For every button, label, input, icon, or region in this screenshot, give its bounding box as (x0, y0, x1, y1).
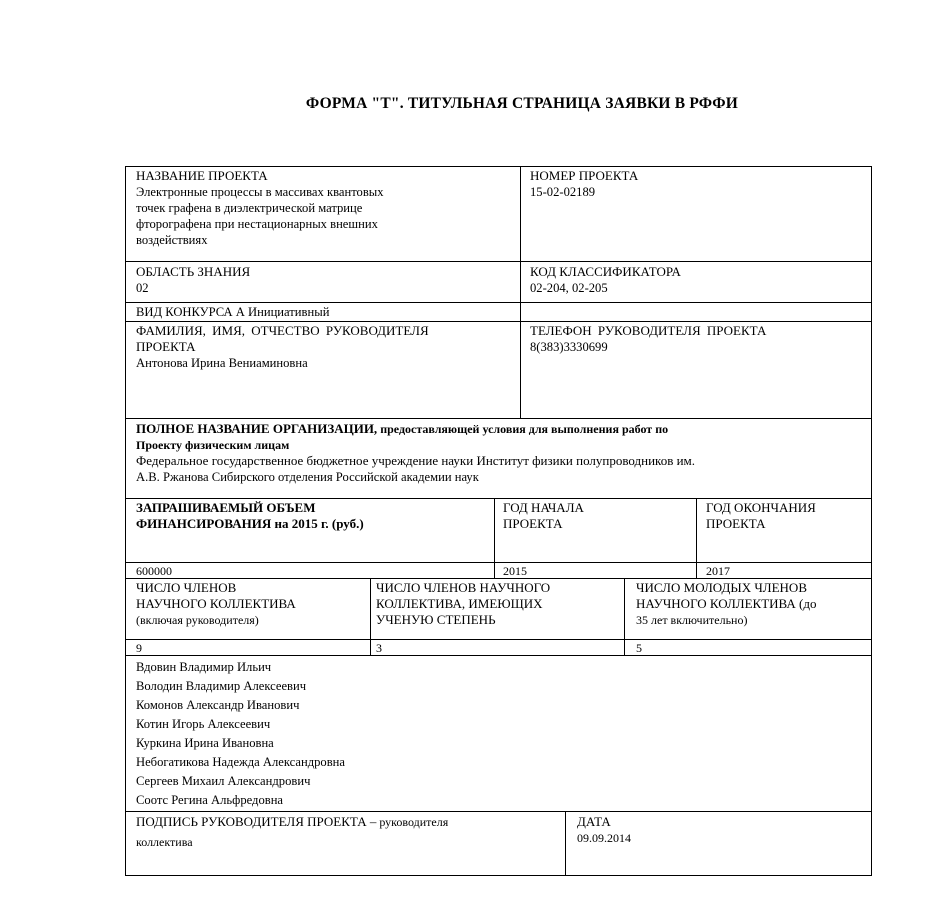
end-year-label: ПРОЕКТА (706, 516, 766, 531)
organization-value: Федеральное государственное бюджетное учреждение науки Институт физики полупроводников им. (136, 453, 696, 468)
row-divider (126, 562, 871, 563)
project-name-line: воздействиях (136, 233, 208, 247)
row-divider (126, 639, 871, 640)
end-year-value: 2017 (706, 564, 730, 578)
members-count-label: НАУЧНОГО КОЛЛЕКТИВА (136, 596, 296, 611)
end-year-label: ГОД ОКОНЧАНИЯ (706, 500, 816, 515)
member-name: Соотс Регина Альфредовна (136, 793, 284, 807)
column-divider (520, 167, 521, 321)
organization-label-bold: ПОЛНОЕ НАЗВАНИЕ ОРГАНИЗАЦИИ, (136, 421, 378, 436)
start-year-label: ПРОЕКТА (503, 516, 563, 531)
organization-value: А.В. Ржанова Сибирского отделения Российской академии наук (136, 470, 479, 484)
young-members-value: 5 (636, 641, 642, 655)
funding-label: ФИНАНСИРОВАНИЯ на 2015 г. (руб.) (136, 516, 364, 531)
signature-label: коллектива (136, 835, 193, 849)
project-name-line: фторографена при нестационарных внешних (136, 217, 378, 231)
row-divider (126, 302, 871, 303)
leader-label: ФАМИЛИЯ, ИМЯ, ОТЧЕСТВО РУКОВОДИТЕЛЯ (136, 323, 429, 338)
start-year-value: 2015 (503, 564, 527, 578)
title-page-table (125, 166, 872, 876)
leader-value: Антонова Ирина Вениаминовна (136, 356, 308, 370)
date-label: ДАТА (577, 814, 611, 829)
row-divider (126, 418, 871, 419)
row-divider (126, 655, 871, 656)
column-divider (696, 498, 697, 578)
project-name-line: точек графена в диэлектрической матрице (136, 201, 363, 215)
organization-label: Проекту физическим лицам (136, 438, 290, 452)
classifier-code-label: КОД КЛАССИФИКАТОРА (530, 264, 681, 279)
funding-label: ЗАПРАШИВАЕМЫЙ ОБЪЕМ (136, 500, 316, 515)
field-of-knowledge-label: ОБЛАСТЬ ЗНАНИЯ (136, 264, 251, 279)
column-divider (520, 321, 521, 418)
member-name: Вдовин Владимир Ильич (136, 660, 272, 674)
row-divider (126, 261, 871, 262)
organization-label-rest: предоставляющей условия для выполнения работ по (377, 422, 669, 436)
member-name: Небогатикова Надежда Александровна (136, 755, 346, 769)
member-name: Сергеев Михаил Александрович (136, 774, 311, 788)
members-count-label: (включая руководителя) (136, 613, 259, 627)
field-of-knowledge-value: 02 (136, 281, 149, 295)
classifier-code-value: 02-204, 02-205 (530, 281, 608, 295)
phone-value: 8(383)3330699 (530, 340, 608, 354)
members-count-label: ЧИСЛО ЧЛЕНОВ (136, 580, 237, 595)
form-title: ФОРМА "Т". ТИТУЛЬНАЯ СТРАНИЦА ЗАЯВКИ В РФФИ (305, 95, 739, 112)
start-year-label: ГОД НАЧАЛА (503, 500, 584, 515)
column-divider (494, 498, 495, 578)
degree-members-label: КОЛЛЕКТИВА, ИМЕЮЩИХ (376, 596, 543, 611)
date-value: 09.09.2014 (577, 831, 631, 845)
funding-value: 600000 (136, 564, 172, 578)
project-name-label: НАЗВАНИЕ ПРОЕКТА (136, 168, 268, 183)
degree-members-label: ЧИСЛО ЧЛЕНОВ НАУЧНОГО (376, 580, 551, 595)
row-divider (126, 811, 871, 812)
project-number-value: 15-02-02189 (530, 185, 596, 199)
member-name: Котин Игорь Алексеевич (136, 717, 271, 731)
members-count-value: 9 (136, 641, 142, 655)
column-divider (370, 578, 371, 655)
young-members-label: ЧИСЛО МОЛОДЫХ ЧЛЕНОВ (636, 580, 807, 595)
young-members-label: НАУЧНОГО КОЛЛЕКТИВА (до (636, 596, 817, 611)
degree-members-value: 3 (376, 641, 382, 655)
young-members-label: 35 лет включительно) (636, 613, 748, 627)
member-name: Куркина Ирина Ивановна (136, 736, 274, 750)
contest-type: ВИД КОНКУРСА А Инициативный (136, 305, 330, 319)
phone-label: ТЕЛЕФОН РУКОВОДИТЕЛЯ ПРОЕКТА (530, 323, 767, 338)
project-name-line: Электронные процессы в массивах квантовых (136, 185, 384, 199)
signature-label: руководителя (376, 815, 449, 829)
degree-members-label: УЧЕНУЮ СТЕПЕНЬ (376, 612, 496, 627)
row-divider (126, 578, 871, 579)
leader-label: ПРОЕКТА (136, 339, 196, 354)
signature-label: ПОДПИСЬ РУКОВОДИТЕЛЯ ПРОЕКТА – (136, 814, 377, 829)
member-name: Комонов Александр Иванович (136, 698, 300, 712)
column-divider (624, 578, 625, 655)
project-number-label: НОМЕР ПРОЕКТА (530, 168, 639, 183)
row-divider (126, 321, 871, 322)
row-divider (126, 498, 871, 499)
column-divider (565, 811, 566, 875)
member-name: Володин Владимир Алексеевич (136, 679, 307, 693)
